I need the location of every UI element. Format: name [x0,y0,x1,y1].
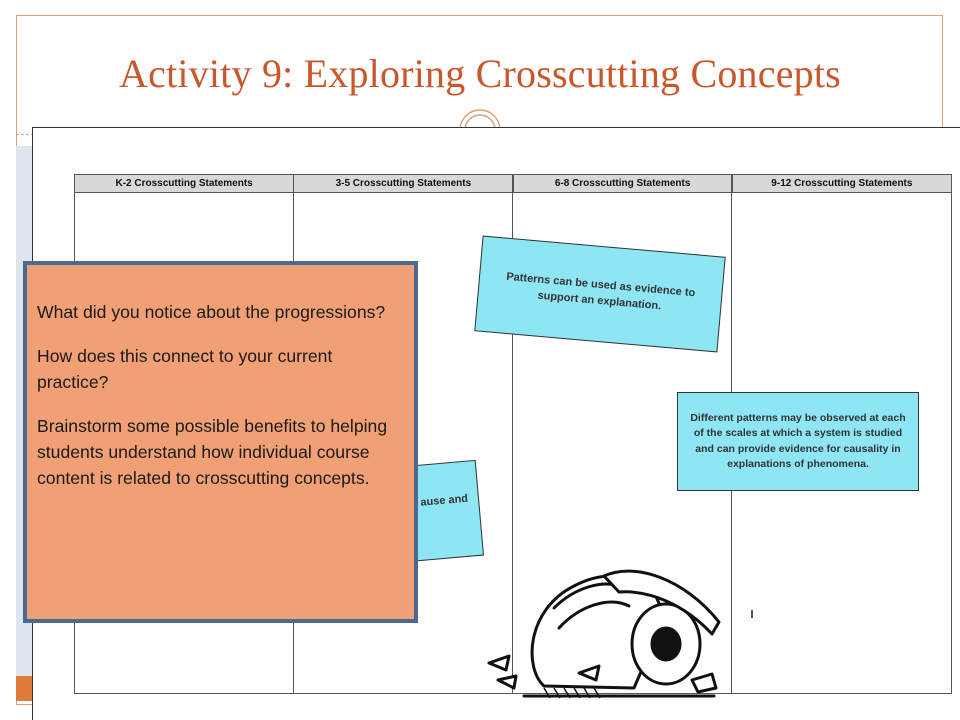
statement-card-partial[interactable]: ause and [376,460,484,564]
statement-card-patterns-evidence[interactable]: Patterns can be used as evidence to support an explanation. [474,236,725,353]
discussion-questions-box [23,261,418,623]
tape-dispenser-icon [484,548,724,708]
column-header-k2: K-2 Crosscutting Statements [75,175,294,192]
grid-header [75,175,951,193]
left-accent-orange [16,676,32,701]
column-header-3-5: 3-5 Crosscutting Statements [294,175,513,192]
question-practice: How does this connect to your current practice? [37,346,333,392]
question-benefits: Brainstorm some possible benefits to helping students understand how individual course content is related to crosscutting concepts. [37,416,388,488]
statement-card-patterns-scales[interactable]: Different patterns may be observed at each of the scales at which a system is studied and can provide evidence for causality in explanations of phenomena. [677,392,919,491]
column-header-6-8: 6-8 Crosscutting Statements [514,175,733,192]
column-header-9-12: 9-12 Crosscutting Statements [771,178,913,189]
question-progressions: What did you notice about the progressions? [37,302,386,322]
stray-mark [751,610,753,618]
slide-title: Activity 9: Exploring Crosscutting Concepts [119,51,841,96]
